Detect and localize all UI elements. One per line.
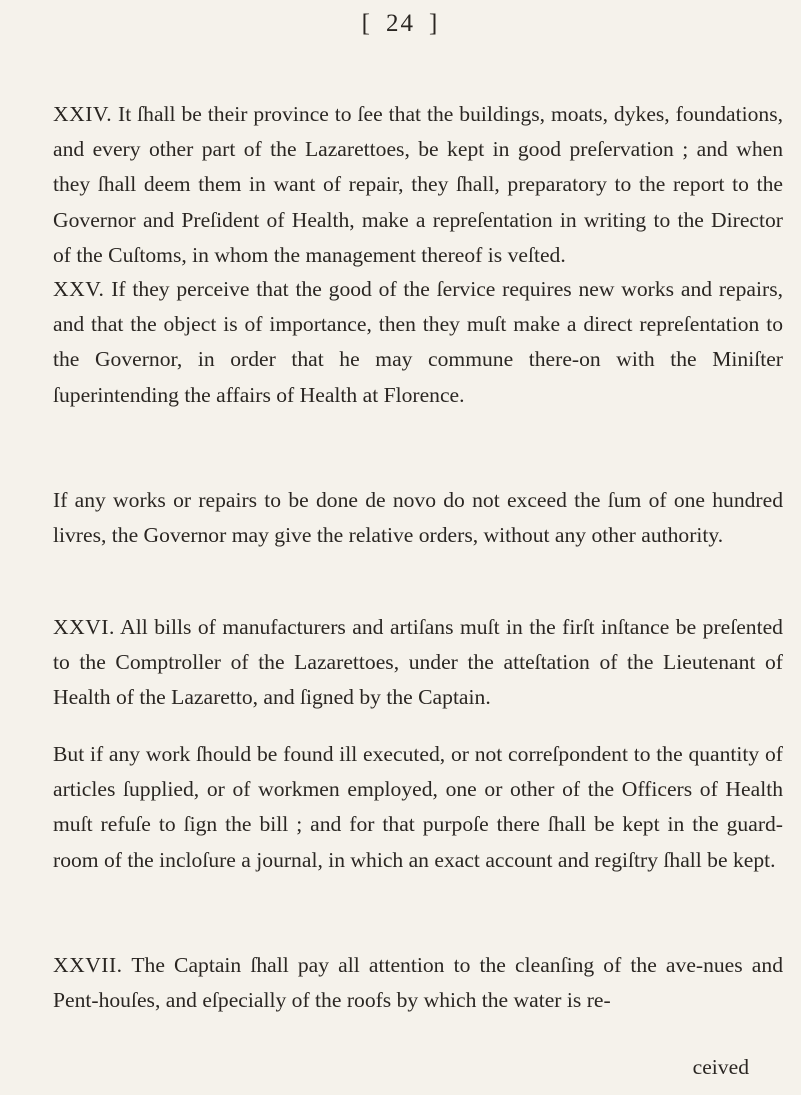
- page-number-value: 24: [386, 10, 415, 37]
- paragraph-xxv: [53, 272, 783, 413]
- paragraph-text: All bills of manufacturers and artiſans muſt in the firſt inſtance be preſented to the Comptroller of the Lazarettoes, under the atteſtation of the Lieutenant of Health of the Lazaretto, and ſigned by the Captain.: [53, 615, 783, 710]
- page-number-close-bracket: ]: [429, 10, 440, 37]
- paragraph-text: If they perceive that the good of the ſervice requires new works and repairs, and that the object is of importance, then they muſt make a direct repreſentation to the Governor, in order that he may commune there-on with the Miniſter ſuperintending the affairs of Health at Florence.: [53, 277, 783, 407]
- section-numeral: XXVI.: [53, 615, 115, 639]
- paragraph-xxv-continued: [53, 483, 783, 553]
- paragraph-text: But if any work ſhould be found ill executed, or not correſpondent to the quantity of articles ſupplied, or of workmen employed, one or other of the Officers of Health muſt refuſe to ſign the bill ; and for that purpoſe there ſhall be kept in the guard-room of the incloſure a journal, in which an exact account and regiſtry ſhall be kept.: [53, 742, 783, 872]
- paragraph-text: The Captain ſhall pay all attention to the cleanſing of the ave-nues and Pent-houſes, and eſpecially of the roofs by which the water is re-: [53, 953, 783, 1013]
- paragraph-xxvi: [53, 610, 783, 716]
- paragraph-text: If any works or repairs to be done de novo do not exceed the ſum of one hundred livres, the Governor may give the relative orders, without any other authority.: [53, 488, 783, 548]
- page-number-open-bracket: [: [361, 10, 372, 37]
- paragraph-xxiv: [53, 97, 783, 273]
- section-numeral: XXIV.: [53, 102, 113, 126]
- paragraph-xxvi-continued: [53, 737, 783, 878]
- catchword: ceived: [692, 1055, 749, 1079]
- paragraph-xxvii: [53, 948, 783, 1018]
- section-numeral: XXV.: [53, 277, 105, 301]
- page-number: [0, 10, 801, 38]
- section-numeral: XXVII.: [53, 953, 123, 977]
- paragraph-text: It ſhall be their province to ſee that the buildings, moats, dykes, foundations, and every other part of the Lazarettoes, be kept in good preſervation ; and when they ſhall deem them in want of repair, they ſhall, preparatory to the report to the Governor and Preſident of Health, make a repreſentation in writing to the Director of the Cuſtoms, in whom the management thereof is veſted.: [53, 102, 783, 267]
